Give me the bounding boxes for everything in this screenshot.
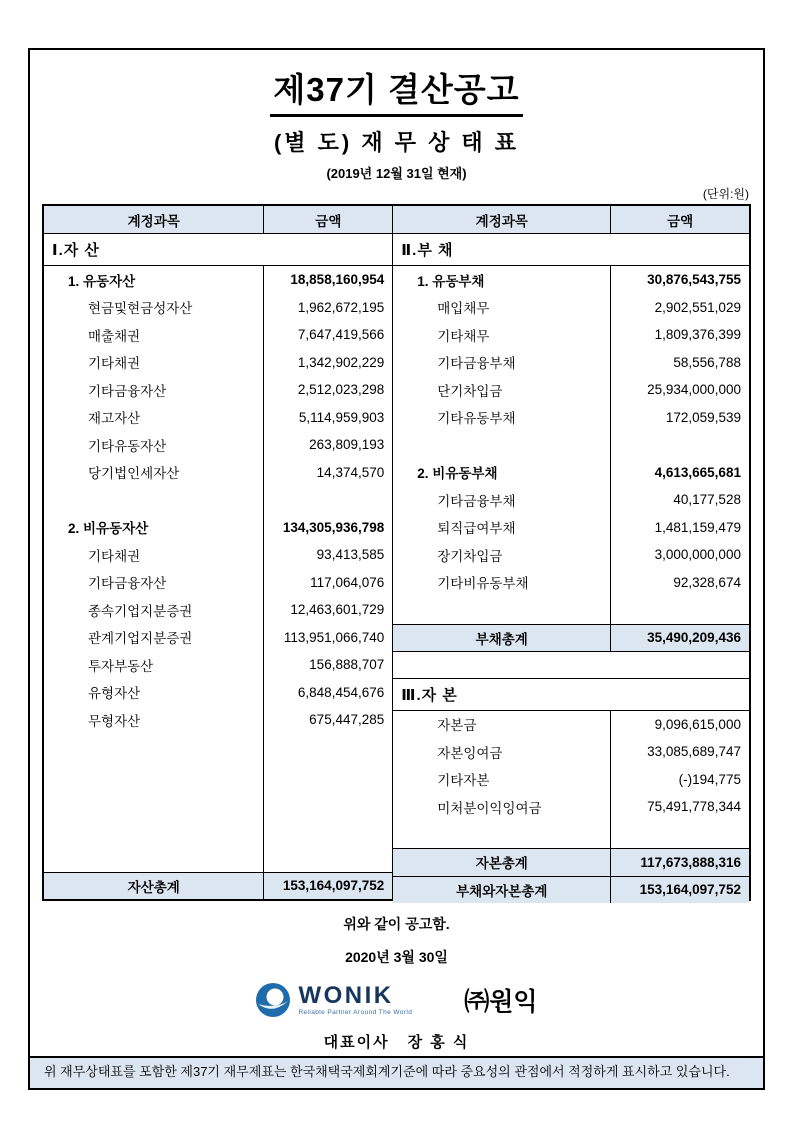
account-row bbox=[44, 624, 392, 652]
document-subtitle: (별 도) 재 무 상 태 표 bbox=[273, 130, 520, 155]
account-row bbox=[44, 514, 392, 542]
page-title: 제37기 결산공고 bbox=[270, 64, 522, 117]
amount-value: 156,888,707 bbox=[263, 651, 392, 679]
account-row bbox=[393, 376, 749, 404]
amount-value: 1,481,159,479 bbox=[610, 514, 749, 542]
account-label: 관계기업지분증권 bbox=[88, 631, 193, 647]
brand-name: WONIK bbox=[298, 981, 394, 1009]
amount-value: 6,848,454,676 bbox=[263, 679, 392, 707]
account-label: 당기법인세자산 bbox=[88, 466, 180, 482]
account-row bbox=[393, 294, 749, 322]
announcement-text: 위와 같이 공고함. bbox=[343, 916, 450, 932]
account-row bbox=[393, 266, 749, 294]
amount-value bbox=[263, 486, 392, 514]
amount-value: (-)194,775 bbox=[610, 766, 749, 794]
unit-note: (단위:원) bbox=[702, 187, 749, 201]
account-label: 기타금융자산 bbox=[88, 576, 167, 592]
account-label bbox=[393, 596, 610, 624]
blank-cell bbox=[263, 734, 392, 872]
assets-half bbox=[44, 206, 392, 899]
account-row bbox=[44, 459, 392, 487]
amount-value bbox=[610, 431, 749, 459]
account-row bbox=[44, 321, 392, 349]
account-label: 기타비유동부채 bbox=[437, 576, 529, 592]
account-label: 1. 유동부채 bbox=[417, 273, 485, 289]
wonik-circle-icon bbox=[255, 982, 291, 1018]
amount-value: 12,463,601,729 bbox=[263, 596, 392, 624]
amount-value: 117,673,888,316 bbox=[610, 849, 749, 876]
account-row bbox=[393, 738, 749, 766]
account-label: 1. 유동자산 bbox=[68, 273, 136, 289]
account-label bbox=[393, 431, 610, 459]
announcement-sheet bbox=[28, 48, 765, 1090]
amount-value: 2,512,023,298 bbox=[263, 376, 392, 404]
account-row bbox=[393, 459, 749, 487]
account-label: 기타유동부채 bbox=[437, 411, 516, 427]
blank-row bbox=[393, 596, 749, 624]
account-row bbox=[44, 679, 392, 707]
amount-value: 2,902,551,029 bbox=[610, 294, 749, 322]
amount-value: 40,177,528 bbox=[610, 486, 749, 514]
amount-value: 153,164,097,752 bbox=[610, 877, 749, 904]
liabilities-equity-body bbox=[393, 234, 749, 903]
account-row bbox=[393, 514, 749, 542]
ceo-line bbox=[324, 1031, 470, 1052]
blank-row bbox=[393, 821, 749, 849]
blank-row bbox=[44, 486, 392, 514]
account-label: 자본금 bbox=[437, 718, 477, 734]
as-of-date: (2019년 12월 31일 현재) bbox=[326, 166, 467, 181]
amount-value: 25,934,000,000 bbox=[610, 376, 749, 404]
amount-column-header: 금액 bbox=[263, 206, 392, 233]
blank-row bbox=[393, 431, 749, 459]
blank-row bbox=[44, 734, 392, 872]
account-label: 부채총계 bbox=[475, 631, 528, 647]
amount-value: 93,413,585 bbox=[263, 541, 392, 569]
account-label: 자본총계 bbox=[475, 856, 528, 872]
account-label: 기타금융부채 bbox=[437, 356, 516, 372]
account-row bbox=[44, 569, 392, 597]
amount-value bbox=[610, 596, 749, 624]
table-header-left bbox=[44, 206, 392, 234]
account-label: 자산총계 bbox=[127, 879, 180, 895]
amount-value: 92,328,674 bbox=[610, 569, 749, 597]
balance-sheet-table bbox=[42, 204, 751, 901]
ceo-name: 장 홍 식 bbox=[407, 1034, 470, 1051]
amount-value: 113,951,066,740 bbox=[263, 624, 392, 652]
amount-value: 58,556,788 bbox=[610, 349, 749, 377]
liabilities-equity-half bbox=[392, 206, 749, 899]
account-row bbox=[393, 541, 749, 569]
announcement-date: 2020년 3월 30일 bbox=[345, 949, 448, 965]
amount-value: 30,876,543,755 bbox=[610, 266, 749, 294]
amount-value: 75,491,778,344 bbox=[610, 793, 749, 821]
account-label: 매입채무 bbox=[437, 301, 490, 317]
amount-value: 172,059,539 bbox=[610, 404, 749, 432]
footnote-text: 위 재무상태표를 포함한 제37기 재무제표는 한국채택국제회계기준에 따라 중요성의 관점에서 적정하게 표시하고 있습니다. bbox=[44, 1063, 730, 1079]
account-row bbox=[44, 541, 392, 569]
account-label: 기타채권 bbox=[88, 356, 141, 372]
amount-value: 5,114,959,903 bbox=[263, 404, 392, 432]
account-row bbox=[393, 766, 749, 794]
account-label: 매출채권 bbox=[88, 328, 141, 344]
account-label: 기타금융자산 bbox=[88, 383, 167, 399]
blank-row bbox=[393, 651, 749, 679]
amount-value: 263,809,193 bbox=[263, 431, 392, 459]
total-row bbox=[393, 624, 749, 652]
section-label: Ⅰ.자 산 bbox=[52, 242, 100, 259]
amount-value: 33,085,689,747 bbox=[610, 738, 749, 766]
account-row bbox=[44, 294, 392, 322]
section-row bbox=[393, 234, 749, 266]
account-label: 기타금융부채 bbox=[437, 493, 516, 509]
table-header-right bbox=[393, 206, 749, 234]
wonik-wordmark bbox=[298, 981, 413, 1017]
account-row bbox=[44, 431, 392, 459]
amount-value: 153,164,097,752 bbox=[263, 873, 392, 900]
account-label: 단기차입금 bbox=[437, 383, 503, 399]
amount-value: 9,096,615,000 bbox=[610, 711, 749, 739]
amount-value: 3,000,000,000 bbox=[610, 541, 749, 569]
ceo-title: 대표이사 bbox=[323, 1034, 390, 1051]
company-name: ㈜원익 bbox=[464, 988, 538, 1016]
account-label: 유형자산 bbox=[88, 686, 141, 702]
account-label: 종속기업지분증권 bbox=[88, 603, 193, 619]
account-row bbox=[44, 376, 392, 404]
account-row bbox=[44, 651, 392, 679]
account-row bbox=[393, 404, 749, 432]
account-label: 자본잉여금 bbox=[437, 745, 503, 761]
account-label bbox=[44, 486, 263, 514]
account-row bbox=[393, 486, 749, 514]
total-row bbox=[393, 848, 749, 876]
account-row bbox=[393, 349, 749, 377]
amount-value: 4,613,665,681 bbox=[610, 459, 749, 487]
amount-value: 1,809,376,399 bbox=[610, 321, 749, 349]
account-row bbox=[393, 711, 749, 739]
account-label: 퇴직급여부채 bbox=[437, 521, 516, 537]
blank-cell bbox=[44, 734, 263, 872]
section-row bbox=[393, 679, 749, 711]
account-label: 기타채권 bbox=[88, 548, 141, 564]
account-label: 무형자산 bbox=[88, 713, 141, 729]
account-label: 기타유동자산 bbox=[88, 438, 167, 454]
total-row bbox=[393, 876, 749, 904]
amount-value: 7,647,419,566 bbox=[263, 321, 392, 349]
logo-row bbox=[255, 982, 537, 1018]
amount-value: 14,374,570 bbox=[263, 459, 392, 487]
amount-value: 117,064,076 bbox=[263, 569, 392, 597]
account-label: 기타자본 bbox=[437, 773, 490, 789]
wonik-logo bbox=[255, 982, 412, 1018]
account-label bbox=[393, 821, 610, 849]
amount-value: 675,447,285 bbox=[263, 706, 392, 734]
brand-tagline: Reliable Partner Around The World bbox=[298, 1008, 413, 1016]
footnote-box bbox=[30, 1056, 763, 1088]
account-row bbox=[393, 793, 749, 821]
account-row bbox=[44, 404, 392, 432]
account-label: 부채와자본총계 bbox=[456, 883, 548, 899]
account-column-header: 계정과목 bbox=[475, 213, 528, 229]
account-row bbox=[44, 266, 392, 294]
section-label bbox=[393, 652, 749, 678]
amount-value bbox=[610, 821, 749, 849]
amount-value: 134,305,936,798 bbox=[263, 514, 392, 542]
assets-body bbox=[44, 234, 392, 899]
section-label: Ⅲ.자 본 bbox=[401, 686, 458, 704]
account-label: 장기차입금 bbox=[437, 548, 503, 564]
section-row bbox=[44, 234, 392, 266]
amount-value: 18,858,160,954 bbox=[263, 266, 392, 294]
account-label: 재고자산 bbox=[88, 411, 141, 427]
total-row bbox=[44, 872, 392, 900]
section-label: Ⅱ.부 채 bbox=[401, 242, 454, 259]
account-label: 2. 비유동자산 bbox=[68, 521, 149, 537]
account-row bbox=[44, 349, 392, 377]
account-column-header: 계정과목 bbox=[127, 213, 180, 229]
account-label: 투자부동산 bbox=[88, 658, 154, 674]
account-label: 미처분이익잉여금 bbox=[437, 800, 542, 816]
amount-column-header: 금액 bbox=[610, 206, 749, 233]
amount-value: 1,962,672,195 bbox=[263, 294, 392, 322]
account-row bbox=[393, 569, 749, 597]
account-label: 현금및현금성자산 bbox=[88, 301, 193, 317]
account-label: 2. 비유동부채 bbox=[417, 466, 498, 482]
account-label: 기타채무 bbox=[437, 328, 490, 344]
account-row bbox=[44, 706, 392, 734]
amount-value: 1,342,902,229 bbox=[263, 349, 392, 377]
account-row bbox=[393, 321, 749, 349]
account-row bbox=[44, 596, 392, 624]
amount-value: 35,490,209,436 bbox=[610, 625, 749, 652]
